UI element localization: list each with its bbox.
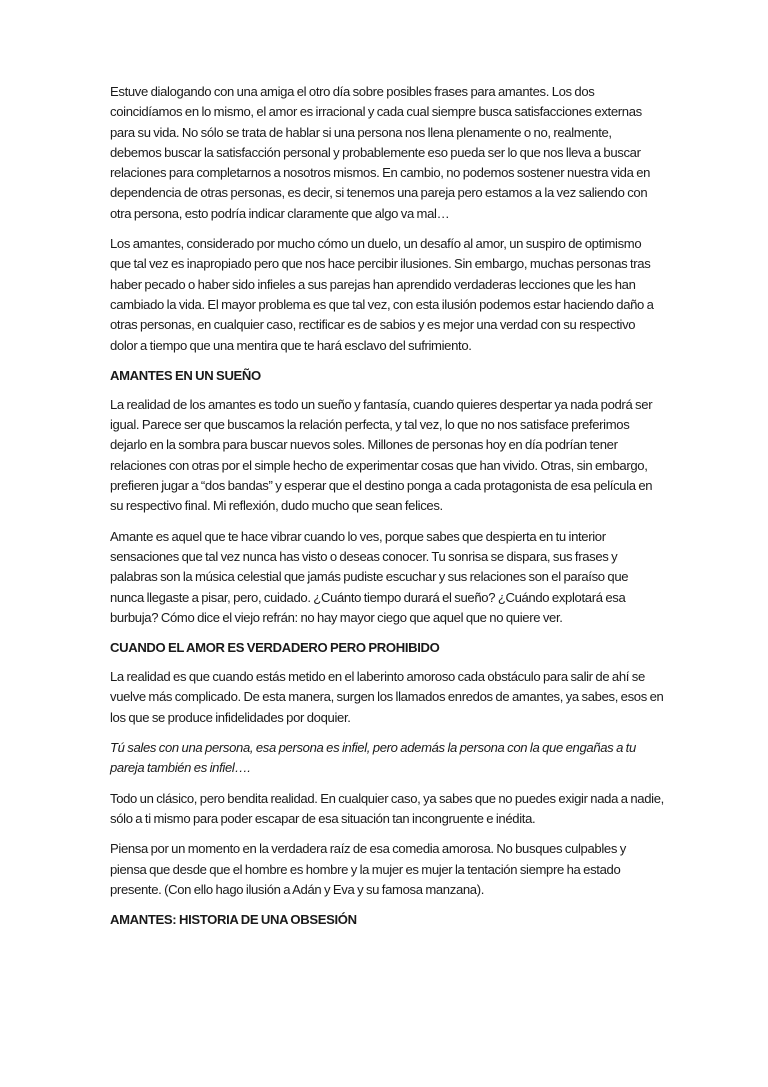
heading-amantes-en-un-sueno: AMANTES EN UN SUEÑO [110, 367, 261, 383]
paragraph-italic-quote: Tú sales con una persona, esa persona es infiel, pero además la persona con la que engañas a tu pareja también es infiel…. [110, 740, 636, 776]
paragraph-clasico: Todo un clásico, pero bendita realidad. En cualquier caso, ya sabes que no puedes exigir nada a nadie, sólo a ti mismo para poder escapar de esa situación tan incongruente e inédita. [110, 790, 664, 826]
heading-amor-verdadero-prohibido: CUANDO EL AMOR ES VERDADERO PERO PROHIBIDO [110, 640, 440, 656]
heading-historia-obsesion: AMANTES: HISTORIA DE UNA OBSESIÓN [110, 912, 357, 928]
paragraph-realidad-amantes: La realidad de los amantes es todo un sueño y fantasía, cuando quieres despertar ya nada podrá ser igual. Parece ser que buscamos la relación perfecta, y tal vez, lo que no nos satisface preferimos dejarlo en la sombra para buscar nuevos soles. Millones de personas hoy en día podrían tener relaciones con otras por el simple hecho de experimentar cosas que han vivido. Otras, sin embargo, prefieren jugar a “dos bandas” y esperar que el destino ponga a cada protagonista de esa película en su respectivo final. Mi reflexión, dudo mucho que sean felices. [110, 396, 653, 514]
paragraph-amantes: Los amantes, considerado por mucho cómo un duelo, un desafío al amor, un suspiro de optimismo que tal vez es inapropiado pero que nos hace percibir ilusiones. Sin embargo, muchas personas tras haber pecado o haber sido infieles a sus parejas han aprendido verdaderas lecciones que les han cambiado la vida. El mayor problema es que tal vez, con esta ilusión podemos estar haciendo daño a otras personas, en cualquier caso, rectificar es de sabios y es mejor una verdad con su respectivo dolor a tiempo que una mentira que te hará esclavo del sufrimiento. [110, 236, 654, 353]
paragraph-amante-vibrar: Amante es aquel que te hace vibrar cuando lo ves, porque sabes que despierta en tu interior sensaciones que tal vez nunca has visto o deseas conocer. Tu sonrisa se dispara, sus frases y palabras son la música celestial que jamás pudiste escuchar y sus relaciones son el paraíso que nunca llegaste a pisar, pero, cuidado. ¿Cuánto tiempo durará el sueño? ¿Cuándo explotará esa burbuja? Cómo dice el viejo refrán: no hay mayor ciego que aquel que no quiere ver. [110, 528, 629, 625]
paragraph-laberinto: La realidad es que cuando estás metido en el laberinto amoroso cada obstáculo para salir de ahí se vuelve más complicado. De esta manera, surgen los llamados enredos de amantes, ya sabes, esos en los que se produce infidelidades por doquier. [110, 669, 664, 725]
paragraph-intro: Estuve dialogando con una amiga el otro día sobre posibles frases para amantes. Los dos coincidíamos en lo mismo, el amor es irracional y cada cual siempre busca satisfacciones externas para su vida. No sólo se trata de hablar si una persona nos llena plenamente o no, realmente, debemos buscar la satisfacción personal y probablemente eso pueda ser lo que nos lleva a buscar relaciones para completarnos a nosotros mismos. En cambio, no podemos sostener nuestra vida en dependencia de otras personas, es decir, si tenemos una pareja pero estamos a la vez saliendo con otra persona, esto podría indicar claramente que algo va mal… [110, 84, 651, 221]
paragraph-piensa: Piensa por un momento en la verdadera raíz de esa comedia amorosa. No busques culpables y piensa que desde que el hombre es hombre y la mujer es mujer la tentación siempre ha estado presente. (Con ello hago ilusión a Adán y Eva y su famosa manzana). [110, 841, 626, 897]
